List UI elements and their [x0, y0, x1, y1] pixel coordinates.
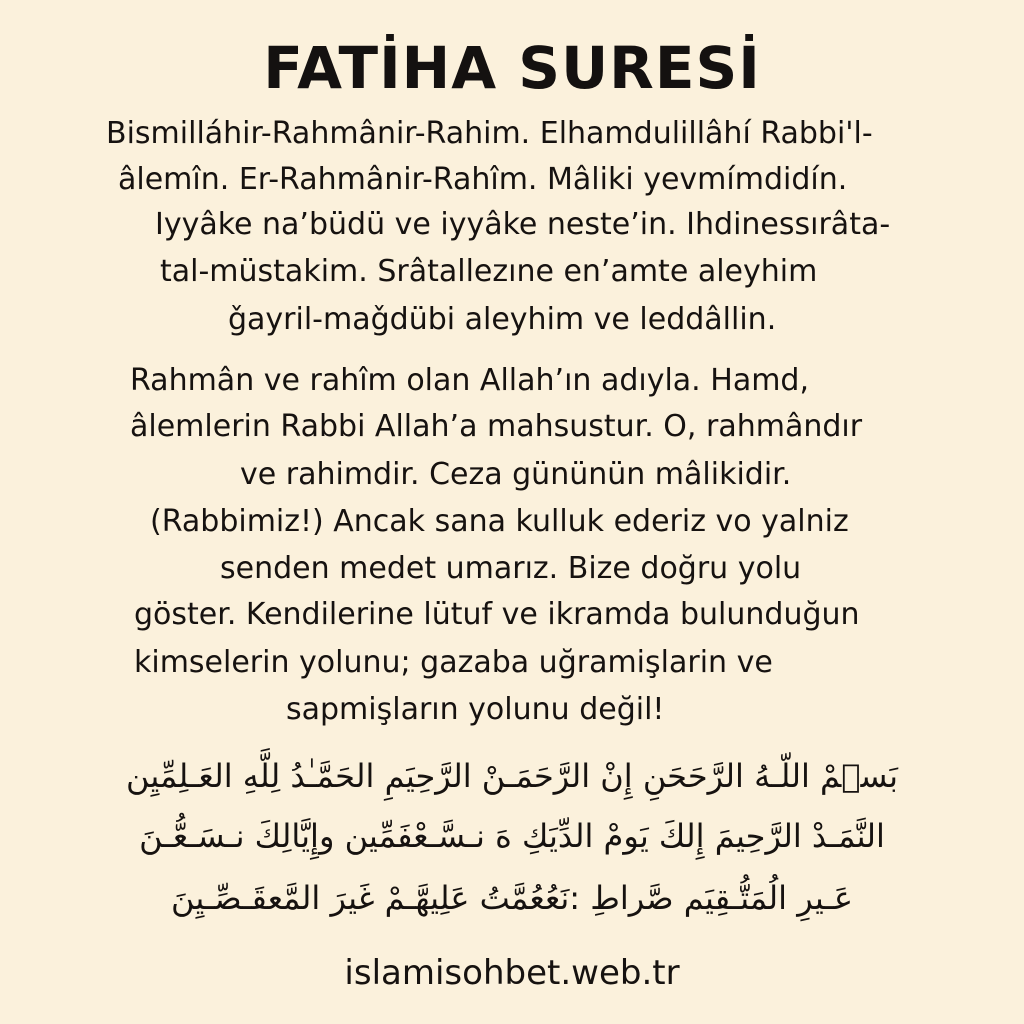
translation-line: (Rabbimiz!) Ancak sana kulluk ederı̇z vo yalniz	[150, 504, 849, 539]
transliteration-line: Bismilláhir-Rahmânir-Rahim. Elhamdulillâhí Rabbi'l-	[106, 116, 873, 151]
arabic-line: عَـيرِ الُمَتُّـقِيَم صَّراطِ :نَعُعُمَّتُ عَلِيهَّـمْ غَيرَ المَّعقَـصِّـيِنَ	[170, 879, 853, 917]
translation-line: Rahmân ve rahı̂m olan Allah’ın adıyla. Hamd,	[130, 363, 809, 398]
translation-line: ve rahimdir. Ceza gününün mâlı̇kidir.	[240, 457, 792, 492]
arabic-line: النَّمَـدْ الرَّحِيمَ إِلكَ يَومْ الدِّيَكِ هَ نـسَّـعْفَمِّين وإِيَّالِكَ نـسَـعُّـنَ	[139, 817, 885, 855]
translation-line: sapmişların yolunu değil!	[286, 692, 665, 727]
translation-line: âlemlerin Rabbi Allah’a mahsustur. O, rahmândır	[130, 409, 863, 444]
transliteration-line: tal-müstakim. Srâtallezıne en’amte aleyhim	[160, 254, 818, 289]
transliteration-line: âlemı̂n. Er-Rahmânir-Rahı̂m. Mâliki yevmímdidín.	[118, 162, 848, 197]
arabic-line: بَسۡمْ اللّـهُ الرَّحَحَنِ إِنْ الرَّحَمَـنْ الرَّحِيَمِ الحَمَّـٰدُ لِلَّهِ العَـلِمِّيِن	[126, 757, 898, 795]
website-url: islamisohbet.web.tr	[344, 953, 680, 993]
translation-line: senden medet umarız. Bize doğru yolu	[220, 551, 802, 586]
translation-line: kimselerin yolunu; gazaba uğramişlarin ve	[134, 645, 773, 680]
page-title: FATİHA SURESİ	[263, 34, 761, 102]
translation-line: göster. Kendilerine lütuf ve ikramda bulunduğun	[134, 597, 860, 632]
transliteration-line: ǧayril-maǧdübi aleyhim ve leddâllin.	[228, 302, 777, 337]
transliteration-line: Iyyâke na’büdü ve iyyâke neste’in. Ihdinessırâta-	[155, 207, 891, 242]
